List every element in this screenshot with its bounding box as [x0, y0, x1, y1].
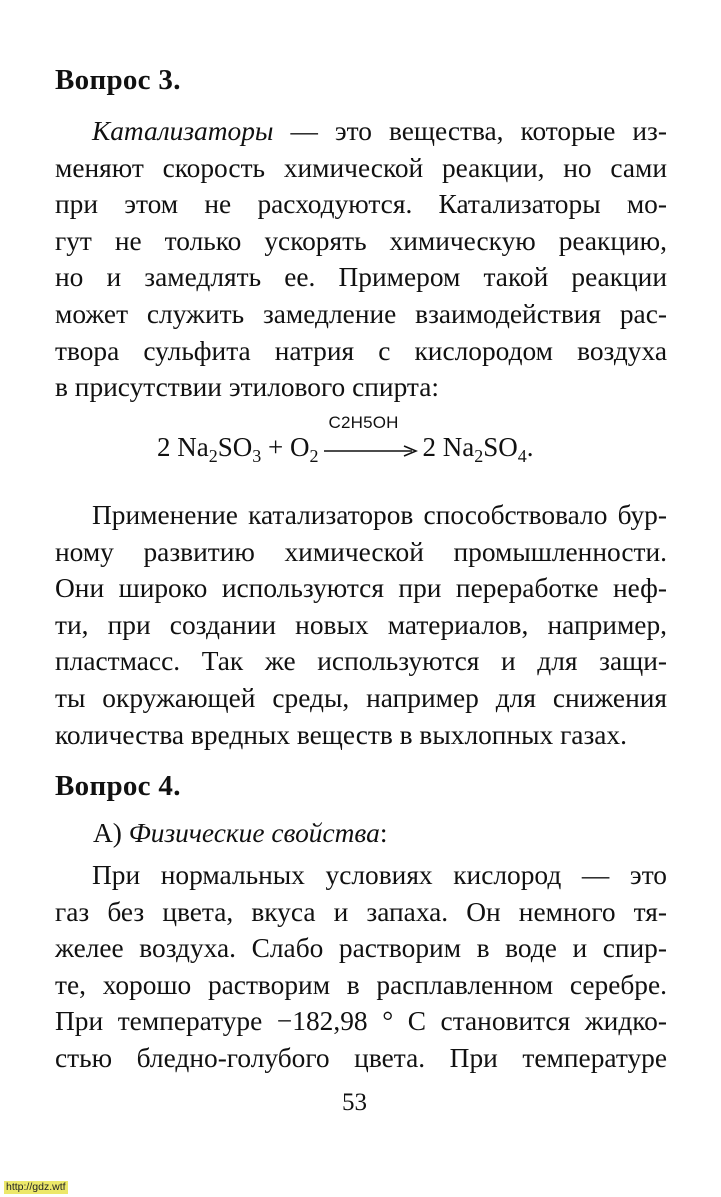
paragraph-line: При температуре −182,98 ° С становится жидко- [55, 1006, 667, 1037]
paragraph-line: меняют скорость химической реакции, но сами [55, 152, 667, 183]
paragraph-line: пластмасс. Так же используются и для защи- [55, 646, 667, 677]
reaction-condition: C2H5OH [328, 412, 399, 432]
paragraph-line: те, хорошо растворим в расплавленном серебре. [55, 969, 667, 1000]
plus-sign: + [261, 432, 290, 462]
paragraph-line: газ без цвета, вкуса и запаха. Он немного тя- [55, 896, 667, 927]
reaction-arrow [322, 412, 418, 465]
watermark-link[interactable]: http://gdz.wtf [6, 1181, 66, 1193]
paragraph-line [55, 113, 667, 150]
subscript: 3 [252, 446, 262, 466]
physical-properties-subheading [93, 815, 387, 851]
catalyst-definition-paragraph [55, 113, 667, 406]
paragraph-line: желее воздуха. Слабо растворим в воде и спир- [55, 933, 667, 964]
paragraph-line: стью бледно-голубого цвета. При температуре [55, 1042, 667, 1073]
paragraph-line: ному развитию химической промышленности. [55, 536, 667, 567]
formula-part: SO [483, 432, 518, 462]
formula-part: O [289, 432, 310, 462]
subheading-colon: : [379, 818, 388, 848]
coefficient: 2 [157, 432, 171, 462]
paragraph-line: при этом не расходуются. Катализаторы мо- [55, 189, 667, 220]
catalyst-usage-paragraph [55, 497, 667, 753]
paragraph-line: может служить замедление взаимодействия рас- [55, 298, 667, 329]
paragraph-line: При нормальных условиях кислород — это [92, 860, 667, 890]
paragraph-line: количества вредных веществ в выхлопных газах. [55, 719, 627, 750]
subscript: 4 [517, 446, 527, 466]
subheading-prefix: А) [93, 818, 129, 848]
paragraph-line: но и замедлять ее. Примером такой реакции [55, 262, 667, 293]
term-catalysts: Катализаторы [92, 116, 274, 146]
paragraph-line: гут не только ускорять химическую реакцию, [55, 225, 667, 256]
line-text: — это вещества, которые из- [273, 116, 667, 146]
formula-part: Na [442, 432, 475, 462]
paragraph-line: Применение катализаторов способствовало бур- [92, 500, 667, 530]
paragraph-line: твора сульфита натрия с кислородом воздуха [55, 335, 667, 366]
page-number: 53 [342, 1089, 367, 1116]
paragraph-line: в присутствии этилового спирта: [55, 372, 439, 403]
reaction-equation [157, 412, 534, 482]
period: . [526, 432, 534, 462]
subscript: 2 [474, 446, 484, 466]
paragraph-line: ти, при создании новых материалов, например, [55, 609, 667, 640]
formula-part: Na [177, 432, 209, 462]
question-4-heading: Вопрос 4. [55, 770, 181, 802]
coefficient: 2 [422, 432, 436, 462]
paragraph-line: ты окружающей среды, например для снижения [55, 682, 667, 713]
formula-part: SO [217, 432, 253, 462]
subscript: 2 [208, 446, 218, 466]
question-3-heading: Вопрос 3. [55, 64, 181, 96]
arrow-icon [322, 445, 418, 457]
oxygen-properties-paragraph [55, 857, 667, 1077]
subheading-title: Физические свойства [128, 818, 380, 848]
paragraph-line: Они широко используются при переработке неф- [55, 573, 667, 604]
subscript: 2 [309, 446, 319, 466]
